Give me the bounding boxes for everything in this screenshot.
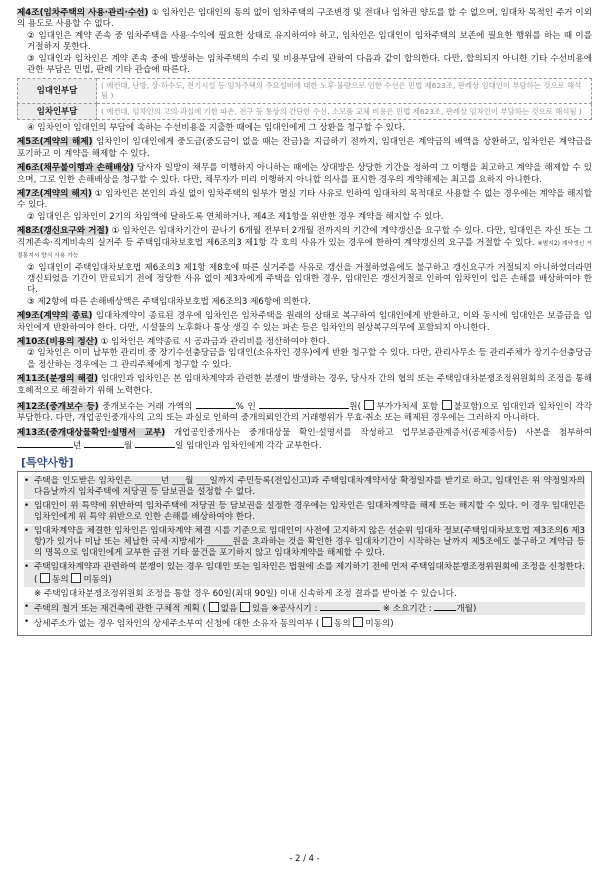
duration-field[interactable] (434, 602, 456, 611)
address-disagree-checkbox[interactable] (353, 617, 363, 627)
landlord-burden-row (18, 79, 592, 103)
address-agree-label: 동의 (334, 619, 351, 630)
article-13-text-1: 개업공인중개사는 중개대상물 확인·설명서를 작성하고 업무보증관계증서(공제증서등) 사본을 첨부하여 (173, 427, 593, 438)
vat-included-checkbox[interactable] (364, 400, 374, 410)
tenant-burden-label: 임차인부담 (18, 103, 97, 119)
article-10-para-2: ② 임차인은 이미 납부한 관리비 중 장기수선충당금을 임대인(소유자인 경우)에게 반환 청구할 수 있다. 다만, 관리사무소 등 관리주체가 장기수선충당금을 정산하는 경우에는 그 관리주체에게 청구할 수 있다. (27, 348, 592, 370)
duration-label: ※ 소요기간 : (382, 604, 432, 615)
article-4 (17, 8, 592, 134)
delivery-year-field[interactable] (17, 439, 73, 448)
article-6 (17, 163, 592, 186)
article-10-para-1: ① 임차인은 계약종료 시 공과금과 관리비를 정산하여야 한다. (100, 336, 330, 347)
bullet-icon: • (24, 561, 30, 572)
article-11-title: 제11조(분쟁의 해결) (17, 374, 99, 385)
brokerage-amount-field[interactable] (259, 400, 349, 409)
article-4-para-2: ② 임대인은 계약 존속 중 임차주택을 사용·수익에 필요한 상태로 유지하여야 하고, 임차인은 임대인이 임차주택의 보존에 필요한 행위를 하는 때 이를 거절하지 못한다. (27, 30, 592, 53)
tenant-burden-field[interactable]: ( 예컨대, 임차인의 고의·과실에 기한 파손, 전구 등 통상의 간단한 수선, 소모품 교체 비용은 민법 제623조, 판례상 임차인이 부담하는 것으로 해석됨 ) (97, 103, 592, 119)
demolition-exist-label: 있음 (251, 604, 269, 615)
special-item-4-note: ※ 주택임대차분쟁조정위원회 조정을 통할 경우 60일(최대 90일) 이내 신속하게 조정 결과를 받아볼 수 있습니다. (34, 588, 457, 599)
vat-excluded-label: 불포함 (453, 401, 479, 412)
article-9 (17, 311, 592, 334)
article-13 (17, 428, 592, 453)
special-item-3: • 임대차계약을 체결한 임차인은 임대차계약 체결 시를 기준으로 임대인이 사전에 고지하지 않은 선순위 임대차 정보(주택임대차보호법 제3조의6 제3항)가 있거나 미납 또는 체납한 국세·지방세가 ______원을 초과하는 것을 확인한 경우 임대차기간이 시작하는 날까지 제5조에도 불구하고 계약금 등의 명목으로 임대인에게 교부한 금전 기타 물건을 포기하지 않고 임대차계약을 해제할 수 있다. (24, 525, 585, 559)
article-10-title: 제10조(비용의 정산) (17, 336, 98, 347)
brokerage-rate-field[interactable] (196, 400, 236, 409)
repair-burden-table (17, 78, 592, 120)
dispute-agree-checkbox[interactable] (40, 573, 50, 583)
article-5 (17, 137, 592, 160)
article-7-title: 제7조(계약의 해지) (17, 189, 92, 200)
special-terms-box (17, 471, 592, 636)
article-4-para-3: ③ 임대인과 임차인은 계약 존속 중에 발생하는 임차주택의 수리 및 비용부담에 관하여 다음과 같이 합의한다. 다만, 합의되지 아니한 기타 수선비용에 관한 부담은 민법, 판례 기타 관습에 따른다. (27, 53, 592, 76)
special-item-5: • 주택의 철거 또는 재건축에 관한 구체적 계획 ( 없음 있음 ※공사시기 : ※ 소요기간 : 개월) (24, 602, 585, 615)
article-13-text-2: 일 임대인과 임차인에게 각각 교부한다. (175, 441, 322, 452)
special-item-6: • 상세주소가 없는 경우 임차인의 상세주소부여 신청에 대한 소유자 동의여부 ( 동의 미동의) (24, 617, 394, 630)
construction-period-label: ※공사시기 : (271, 604, 318, 615)
bullet-icon: • (24, 602, 30, 613)
page-number: - 2 / 4 - (289, 853, 320, 863)
article-8-note: ※별지2) 계약갱신 거절통지서 양식 사용 가능 (17, 240, 592, 260)
construction-period-field[interactable] (320, 602, 380, 611)
vat-included-label: 부가가치세 포함 (376, 401, 439, 412)
dispute-agree-label: 동의 (52, 575, 69, 586)
landlord-burden-label: 임대인부담 (18, 79, 97, 103)
dispute-disagree-checkbox[interactable] (71, 573, 81, 583)
special-item-4: • 주택임대차계약과 관련하여 분쟁이 있는 경우 임대인 또는 임차인은 법원에 소를 제기하기 전에 먼저 주택임대차분쟁조정위원회에 조정을 신청한다. ( 동의 미동의) (24, 561, 585, 586)
article-7 (17, 189, 592, 223)
article-8-para-2: ② 임대인이 주택임대차보호법 제6조의3 제1항 제8호에 따른 실거주를 사유로 갱신을 거절하였음에도 불구하고 갱신요구가 거절되지 아니하였더라면 갱신되었을 기간이 만료되기 전에 정당한 사유 없이 제3자에게 주택을 임대한 경우, 임대인은 갱신거절로 인하여 임차인이 입은 손해를 배상하여야 한다. (27, 262, 592, 296)
article-4-para-1: ① 임차인은 임대인의 동의 없이 임차주택의 구조변경 및 전대나 임차권 양도를 할 수 없으며, 임대차 목적인 주거 이외의 용도로 사용할 수 없다. (17, 8, 592, 30)
article-8-title: 제8조(갱신요구와 거절) (17, 226, 109, 237)
article-8-para-1: ① 임차인은 임대차기간이 끝나기 6개월 전부터 2개월 전까지의 기간에 계약갱신을 요구할 수 있다. 다만, 임대인은 자신 또는 그 직계존속·직계비속의 실거주 등 주택임대차보호법 제6조의3 제1항 각 호의 사유가 있는 경우에 한하여 계약갱신의 요구를 거절할 수 있다. (17, 226, 592, 248)
address-agree-checkbox[interactable] (322, 617, 332, 627)
article-10 (17, 337, 592, 371)
bullet-icon: • (24, 617, 30, 628)
dispute-disagree-label: 미동의 (83, 575, 109, 586)
article-7-para-2: ② 임대인은 임차인이 2기의 차임액에 달하도록 연체하거나, 제4조 제1항을 위반한 경우 계약을 해지할 수 있다. (27, 211, 444, 222)
delivery-month-field[interactable] (84, 439, 124, 448)
special-item-1: • 주택을 인도받은 임차인은 ______년 ___월 ___일까지 주민등록(전입신고)과 주택임대차계약서상 확정일자를 받기로 하고, 임대인은 위 약정일자의 다음날까지 임차주택에 저당권 등 담보권을 설정할 수 없다. (24, 476, 585, 498)
brokerage-fee-text-2: % 인 (235, 401, 256, 412)
article-8 (17, 226, 592, 308)
delivery-day-field[interactable] (135, 439, 175, 448)
brokerage-fee-text-3: 원( (349, 401, 361, 412)
bullet-icon: • (24, 525, 30, 536)
article-5-text: 임차인이 임대인에게 중도금(중도금이 없을 때는 잔금)을 지급하기 전까지, 임대인은 계약금의 배액을 상환하고, 임차인은 계약금을 포기하고 이 계약을 해제할 수 있다. (17, 137, 592, 159)
bullet-icon: • (24, 500, 30, 511)
article-6-text: 당사자 일방이 채무를 이행하지 아니하는 때에는 상대방은 상당한 기간을 정하여 그 이행을 최고하고 계약을 해제할 수 있으며, 그로 인한 손해배상을 청구할 수 있다. 다만, 채무자가 미리 이행하지 아니할 의사를 표시한 경우의 계약해제는 최고를 요하지 아니한다. (17, 163, 592, 185)
article-5-title: 제5조(계약의 해제) (17, 137, 93, 148)
article-6-title: 제6조(채무불이행과 손해배상) (17, 163, 134, 174)
article-11 (17, 374, 592, 397)
year-label: 년 (73, 441, 82, 452)
article-7-para-1: ① 임차인은 본인의 과실 없이 임차주택의 일부가 멸실 기타 사유로 인하여 임대차의 목적대로 사용할 수 없는 경우에는 계약을 해지할 수 있다. (17, 189, 592, 211)
demolition-exist-checkbox[interactable] (240, 602, 250, 612)
contract-page (17, 8, 592, 636)
article-12 (17, 400, 592, 425)
article-11-text: 임대인과 임차인은 본 임대차계약과 관련한 분쟁이 발생하는 경우, 당사자 간의 협의 또는 주택임대차분쟁조정위원회의 조정을 통해 호혜적으로 해결하기 위해 노력한다. (17, 374, 593, 396)
article-9-text: 임대차계약이 종료된 경우에 임차인은 임차주택을 원래의 상태로 복구하여 임대인에게 반환하고, 이와 동시에 임대인은 보증금을 임차인에게 반환하여야 한다. 다만, 시설물의 노후화나 통상 생길 수 있는 파손 등은 임차인의 원상복구의무에 포함되지 아니한다. (17, 311, 593, 333)
month-label: 월 (124, 441, 133, 452)
demolition-none-checkbox[interactable] (209, 602, 219, 612)
address-disagree-label: 미동의 (365, 619, 391, 630)
brokerage-fee-text-4: )으로 임대인과 임차인이 각각 부담한다. 다만, 개업공인중개사의 고의 또는 과실로 인하여 중개의뢰인간의 거래행위가 무효·취소 또는 해제된 경우에는 그러하지 아니하다. (17, 401, 593, 424)
bullet-icon: • (24, 476, 30, 486)
article-4-title: 제4조(임차주택의 사용·관리·수선) (17, 8, 149, 18)
special-item-2: • 임대인이 위 특약에 위반하여 임차주택에 저당권 등 담보권을 설정한 경우에는 임차인은 임대차계약을 해제 또는 해지할 수 있다. 이 경우 임대인은 임차인에게 위 특약 위반으로 인한 손해를 배상하여야 한다. (24, 500, 585, 523)
special-terms-title: [특약사항] (21, 455, 74, 469)
tenant-burden-row (18, 103, 592, 119)
vat-excluded-checkbox[interactable] (442, 400, 452, 410)
article-13-title: 제13조(중개대상물확인·설명서 교부) (17, 427, 166, 438)
article-8-para-3: ③ 제2항에 따른 손해배상액은 주택임대차보호법 제6조의3 제6항에 의한다. (27, 296, 311, 307)
demolition-none-label: 없음 (220, 604, 238, 615)
article-9-title: 제9조(계약의 종료) (17, 311, 93, 322)
landlord-burden-field[interactable]: ( 예컨대, 난방, 상·하수도, 전기시설 등 임차주택의 주요설비에 대한 노후·불량으로 인한 수선은 민법 제623조, 판례상 임대인이 부담하는 것으로 해석됨 ) (97, 79, 592, 103)
brokerage-fee-text-1: 중개보수는 거래 가액의 (102, 401, 193, 412)
article-12-title: 제12조(중개보수 등) (17, 401, 99, 412)
article-4-para-4: ④ 임차인이 임대인의 부담에 속하는 수선비용을 지출한 때에는 임대인에게 그 상환을 청구할 수 있다. (27, 123, 406, 134)
